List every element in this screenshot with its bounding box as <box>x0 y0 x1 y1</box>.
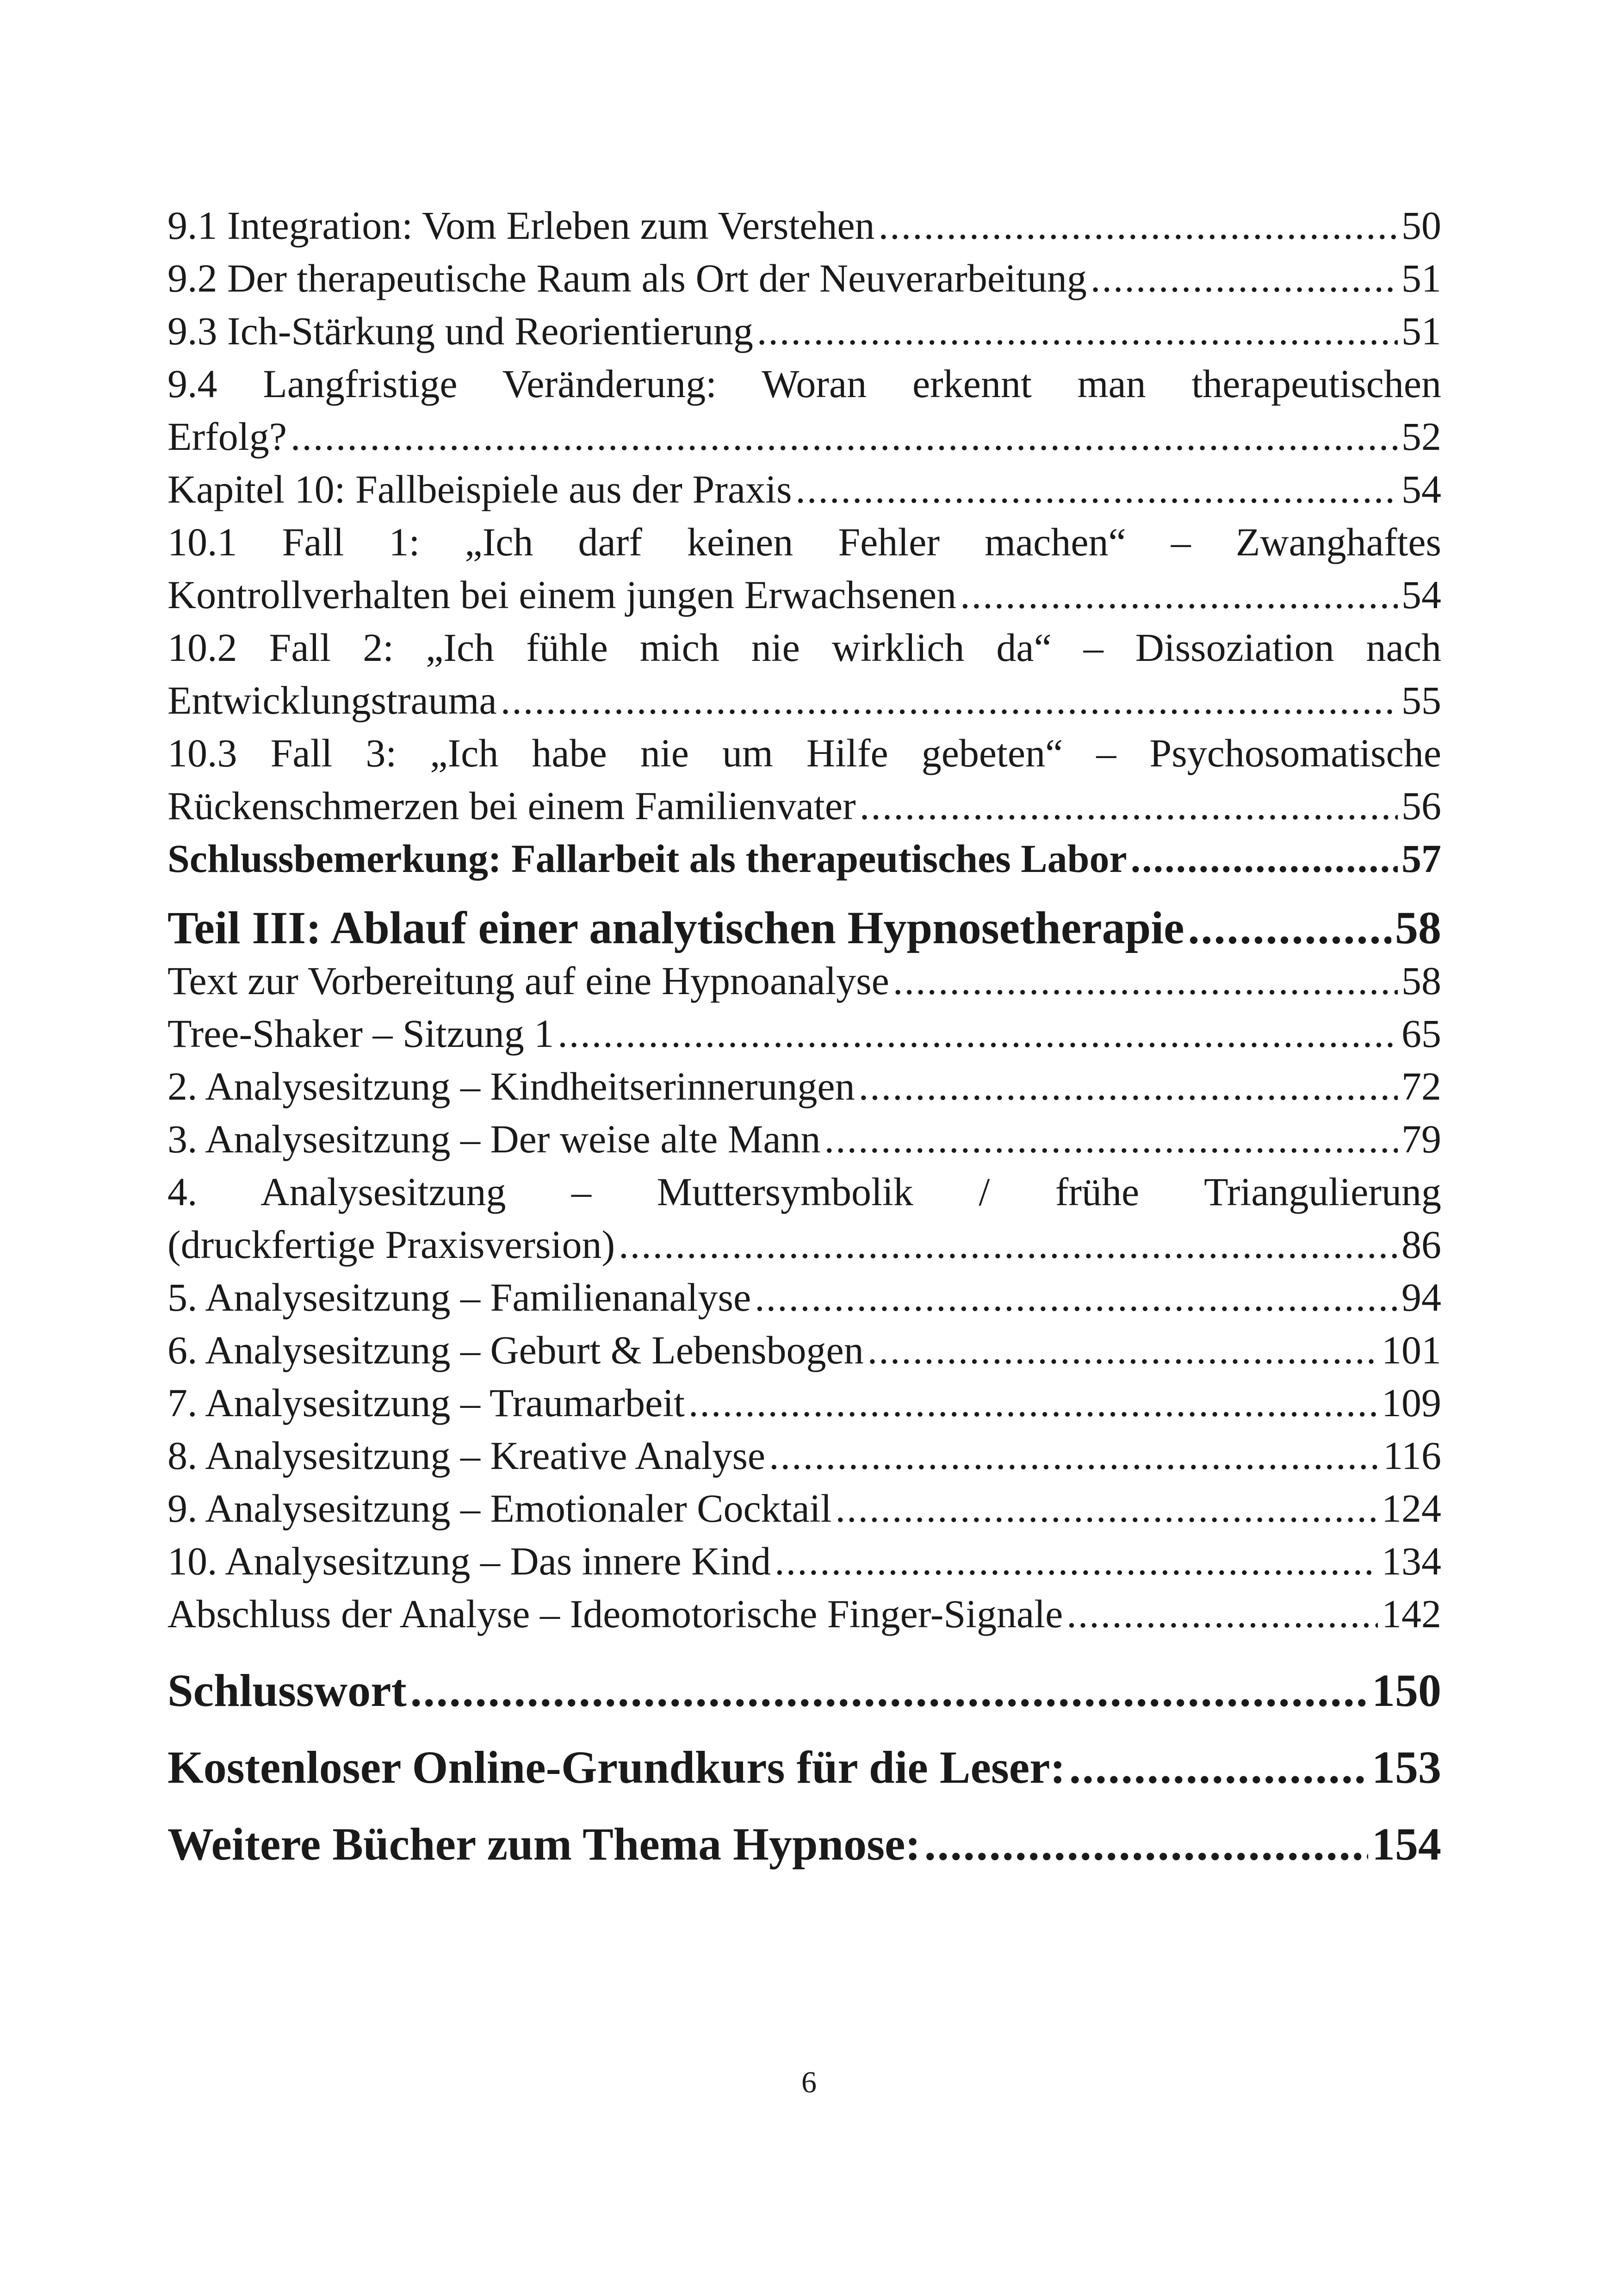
toc-entry-title-line2: Entwicklungstrauma <box>167 678 497 722</box>
toc-entry[interactable] <box>167 1587 1441 1640</box>
toc-entry-page: 55 <box>1401 678 1441 722</box>
toc-major-heading[interactable] <box>167 1818 1441 1871</box>
toc-entry-title: Text zur Vorbereitung auf eine Hypnoanalyse <box>167 958 889 1003</box>
toc-entry-title: Tree-Shaker – Sitzung 1 <box>167 1011 554 1056</box>
toc-entry-wrapped[interactable] <box>167 357 1441 463</box>
toc-entry-wrapped[interactable] <box>167 727 1441 832</box>
toc-entry-page: 54 <box>1401 467 1441 511</box>
toc-entry-page: 94 <box>1401 1275 1441 1319</box>
toc-entry-wrapped[interactable] <box>167 516 1441 621</box>
dot-leader <box>960 568 1398 621</box>
toc-entry[interactable] <box>167 954 1441 1007</box>
dot-leader <box>1091 252 1398 305</box>
dot-leader <box>757 305 1398 357</box>
toc-entry[interactable] <box>167 1429 1441 1482</box>
toc-entry-title-line1: 9.4 Langfristige Veränderung: Woran erkennt man therapeutischen <box>167 361 1441 406</box>
toc-entry-title: 10. Analysesitzung – Das innere Kind <box>167 1539 771 1583</box>
toc-entry-page: 86 <box>1401 1222 1441 1267</box>
dot-leader <box>824 1113 1398 1165</box>
toc-major-heading[interactable] <box>167 1664 1441 1717</box>
dot-leader <box>1131 832 1398 885</box>
dot-leader <box>879 199 1398 252</box>
dot-leader <box>835 1482 1378 1535</box>
toc-entry-page: 124 <box>1382 1486 1441 1531</box>
toc-entry-page: 58 <box>1395 902 1441 953</box>
toc-entry-title: 9.2 Der therapeutische Raum als Ort der Neuverarbeitung <box>167 256 1087 300</box>
dot-leader <box>1066 1587 1378 1640</box>
dot-leader <box>859 1060 1398 1113</box>
toc-entry-title: 7. Analysesitzung – Traumarbeit <box>167 1381 685 1425</box>
toc-entry[interactable] <box>167 1324 1441 1376</box>
toc-entry-page: 51 <box>1401 309 1441 353</box>
dot-leader <box>769 1429 1379 1482</box>
dot-leader <box>755 1271 1398 1324</box>
toc-entry-title: Kapitel 10: Fallbeispiele aus der Praxis <box>167 467 792 511</box>
toc-entry[interactable] <box>167 305 1441 357</box>
toc-entry-page: 51 <box>1401 256 1441 300</box>
toc-entry-title-line2: (druckfertige Praxisversion) <box>167 1222 615 1267</box>
dot-leader <box>1188 902 1391 954</box>
dot-leader <box>688 1376 1378 1429</box>
toc-entry-title: 3. Analysesitzung – Der weise alte Mann <box>167 1117 821 1161</box>
toc-entry[interactable] <box>167 1376 1441 1429</box>
toc-entry-wrapped[interactable] <box>167 1165 1441 1271</box>
toc-entry-title-line1: 10.2 Fall 2: „Ich fühle mich nie wirklich da“ – Dissoziation nach <box>167 625 1441 670</box>
toc-entry-bold[interactable] <box>167 832 1441 885</box>
toc-entry[interactable] <box>167 1535 1441 1587</box>
toc-entry-title-line2: Kontrollverhalten bei einem jungen Erwachsenen <box>167 572 957 617</box>
toc-entry[interactable] <box>167 1007 1441 1060</box>
toc-entry-page: 58 <box>1401 958 1441 1003</box>
toc-entry-title: Weitere Bücher zum Thema Hypnose: <box>167 1818 921 1870</box>
toc-entry-page: 101 <box>1382 1328 1441 1372</box>
toc-entry-page: 154 <box>1372 1818 1441 1870</box>
dot-leader <box>501 674 1398 727</box>
toc-entry[interactable] <box>167 1482 1441 1535</box>
toc-entry-page: 134 <box>1382 1539 1441 1583</box>
dot-leader <box>860 779 1398 832</box>
toc-entry[interactable] <box>167 252 1441 305</box>
toc-major-heading[interactable] <box>167 1741 1441 1794</box>
dot-leader <box>619 1218 1398 1271</box>
toc-entry-page: 50 <box>1401 203 1441 248</box>
toc-entry-title: 9. Analysesitzung – Emotionaler Cocktail <box>167 1486 832 1531</box>
toc-entry-title-line1: 4. Analysesitzung – Muttersymbolik / frühe Triangulierung <box>167 1170 1441 1214</box>
toc-entry-title: 6. Analysesitzung – Geburt & Lebensbogen <box>167 1328 864 1372</box>
toc-entry-title: 8. Analysesitzung – Kreative Analyse <box>167 1433 766 1478</box>
toc-entry-page: 109 <box>1382 1381 1441 1425</box>
toc-entry[interactable] <box>167 1060 1441 1113</box>
toc-entry-page: 116 <box>1383 1433 1441 1478</box>
toc-entry-page: 54 <box>1401 572 1441 617</box>
toc-entry-page: 142 <box>1382 1592 1441 1636</box>
toc-part-heading[interactable] <box>167 902 1441 954</box>
toc-entry-title-line2: Rückenschmerzen bei einem Familienvater <box>167 784 856 828</box>
toc-entry-page: 72 <box>1401 1064 1441 1108</box>
dot-leader <box>410 1664 1368 1717</box>
toc-entry-page: 150 <box>1372 1665 1441 1716</box>
page-number: 6 <box>801 2066 817 2099</box>
dot-leader <box>291 410 1398 463</box>
table-of-contents <box>167 199 1441 1871</box>
toc-entry-page: 79 <box>1401 1117 1441 1161</box>
toc-entry-title: Schlusswort <box>167 1665 407 1716</box>
dot-leader <box>1069 1741 1368 1794</box>
toc-entry-title-line1: 10.3 Fall 3: „Ich habe nie um Hilfe gebeten“ – Psychosomatische <box>167 731 1441 775</box>
toc-entry-title: 9.3 Ich-Stärkung und Reorientierung <box>167 309 753 353</box>
toc-entry[interactable] <box>167 1113 1441 1165</box>
toc-entry-page: 153 <box>1372 1742 1441 1793</box>
toc-entry[interactable] <box>167 199 1441 252</box>
dot-leader <box>868 1324 1378 1376</box>
toc-entry-wrapped[interactable] <box>167 621 1441 727</box>
dot-leader <box>795 463 1398 516</box>
dot-leader <box>893 954 1398 1007</box>
toc-entry-title: Kostenloser Online-Grundkurs für die Leser: <box>167 1742 1066 1793</box>
toc-entry-title: Schlussbemerkung: Fallarbeit als therapeutisches Labor <box>167 836 1127 881</box>
toc-entry-title: 5. Analysesitzung – Familienanalyse <box>167 1275 751 1319</box>
toc-entry[interactable] <box>167 463 1441 516</box>
toc-entry-title-line2: Erfolg? <box>167 414 287 459</box>
toc-entry-page: 52 <box>1401 414 1441 459</box>
toc-entry[interactable] <box>167 1271 1441 1324</box>
toc-entry-title: 2. Analysesitzung – Kindheitserinnerungen <box>167 1064 855 1108</box>
toc-entry-title: Teil III: Ablauf einer analytischen Hypnosetherapie <box>167 902 1184 953</box>
dot-leader <box>558 1007 1398 1060</box>
toc-entry-page: 57 <box>1401 836 1441 881</box>
toc-entry-title-line1: 10.1 Fall 1: „Ich darf keinen Fehler machen“ – Zwanghaftes <box>167 520 1441 564</box>
dot-leader <box>924 1818 1368 1871</box>
toc-entry-page: 56 <box>1401 784 1441 828</box>
toc-entry-page: 65 <box>1401 1011 1441 1056</box>
toc-entry-title: Abschluss der Analyse – Ideomotorische Finger-Signale <box>167 1592 1063 1636</box>
toc-entry-title: 9.1 Integration: Vom Erleben zum Verstehen <box>167 203 875 248</box>
dot-leader <box>775 1535 1378 1587</box>
